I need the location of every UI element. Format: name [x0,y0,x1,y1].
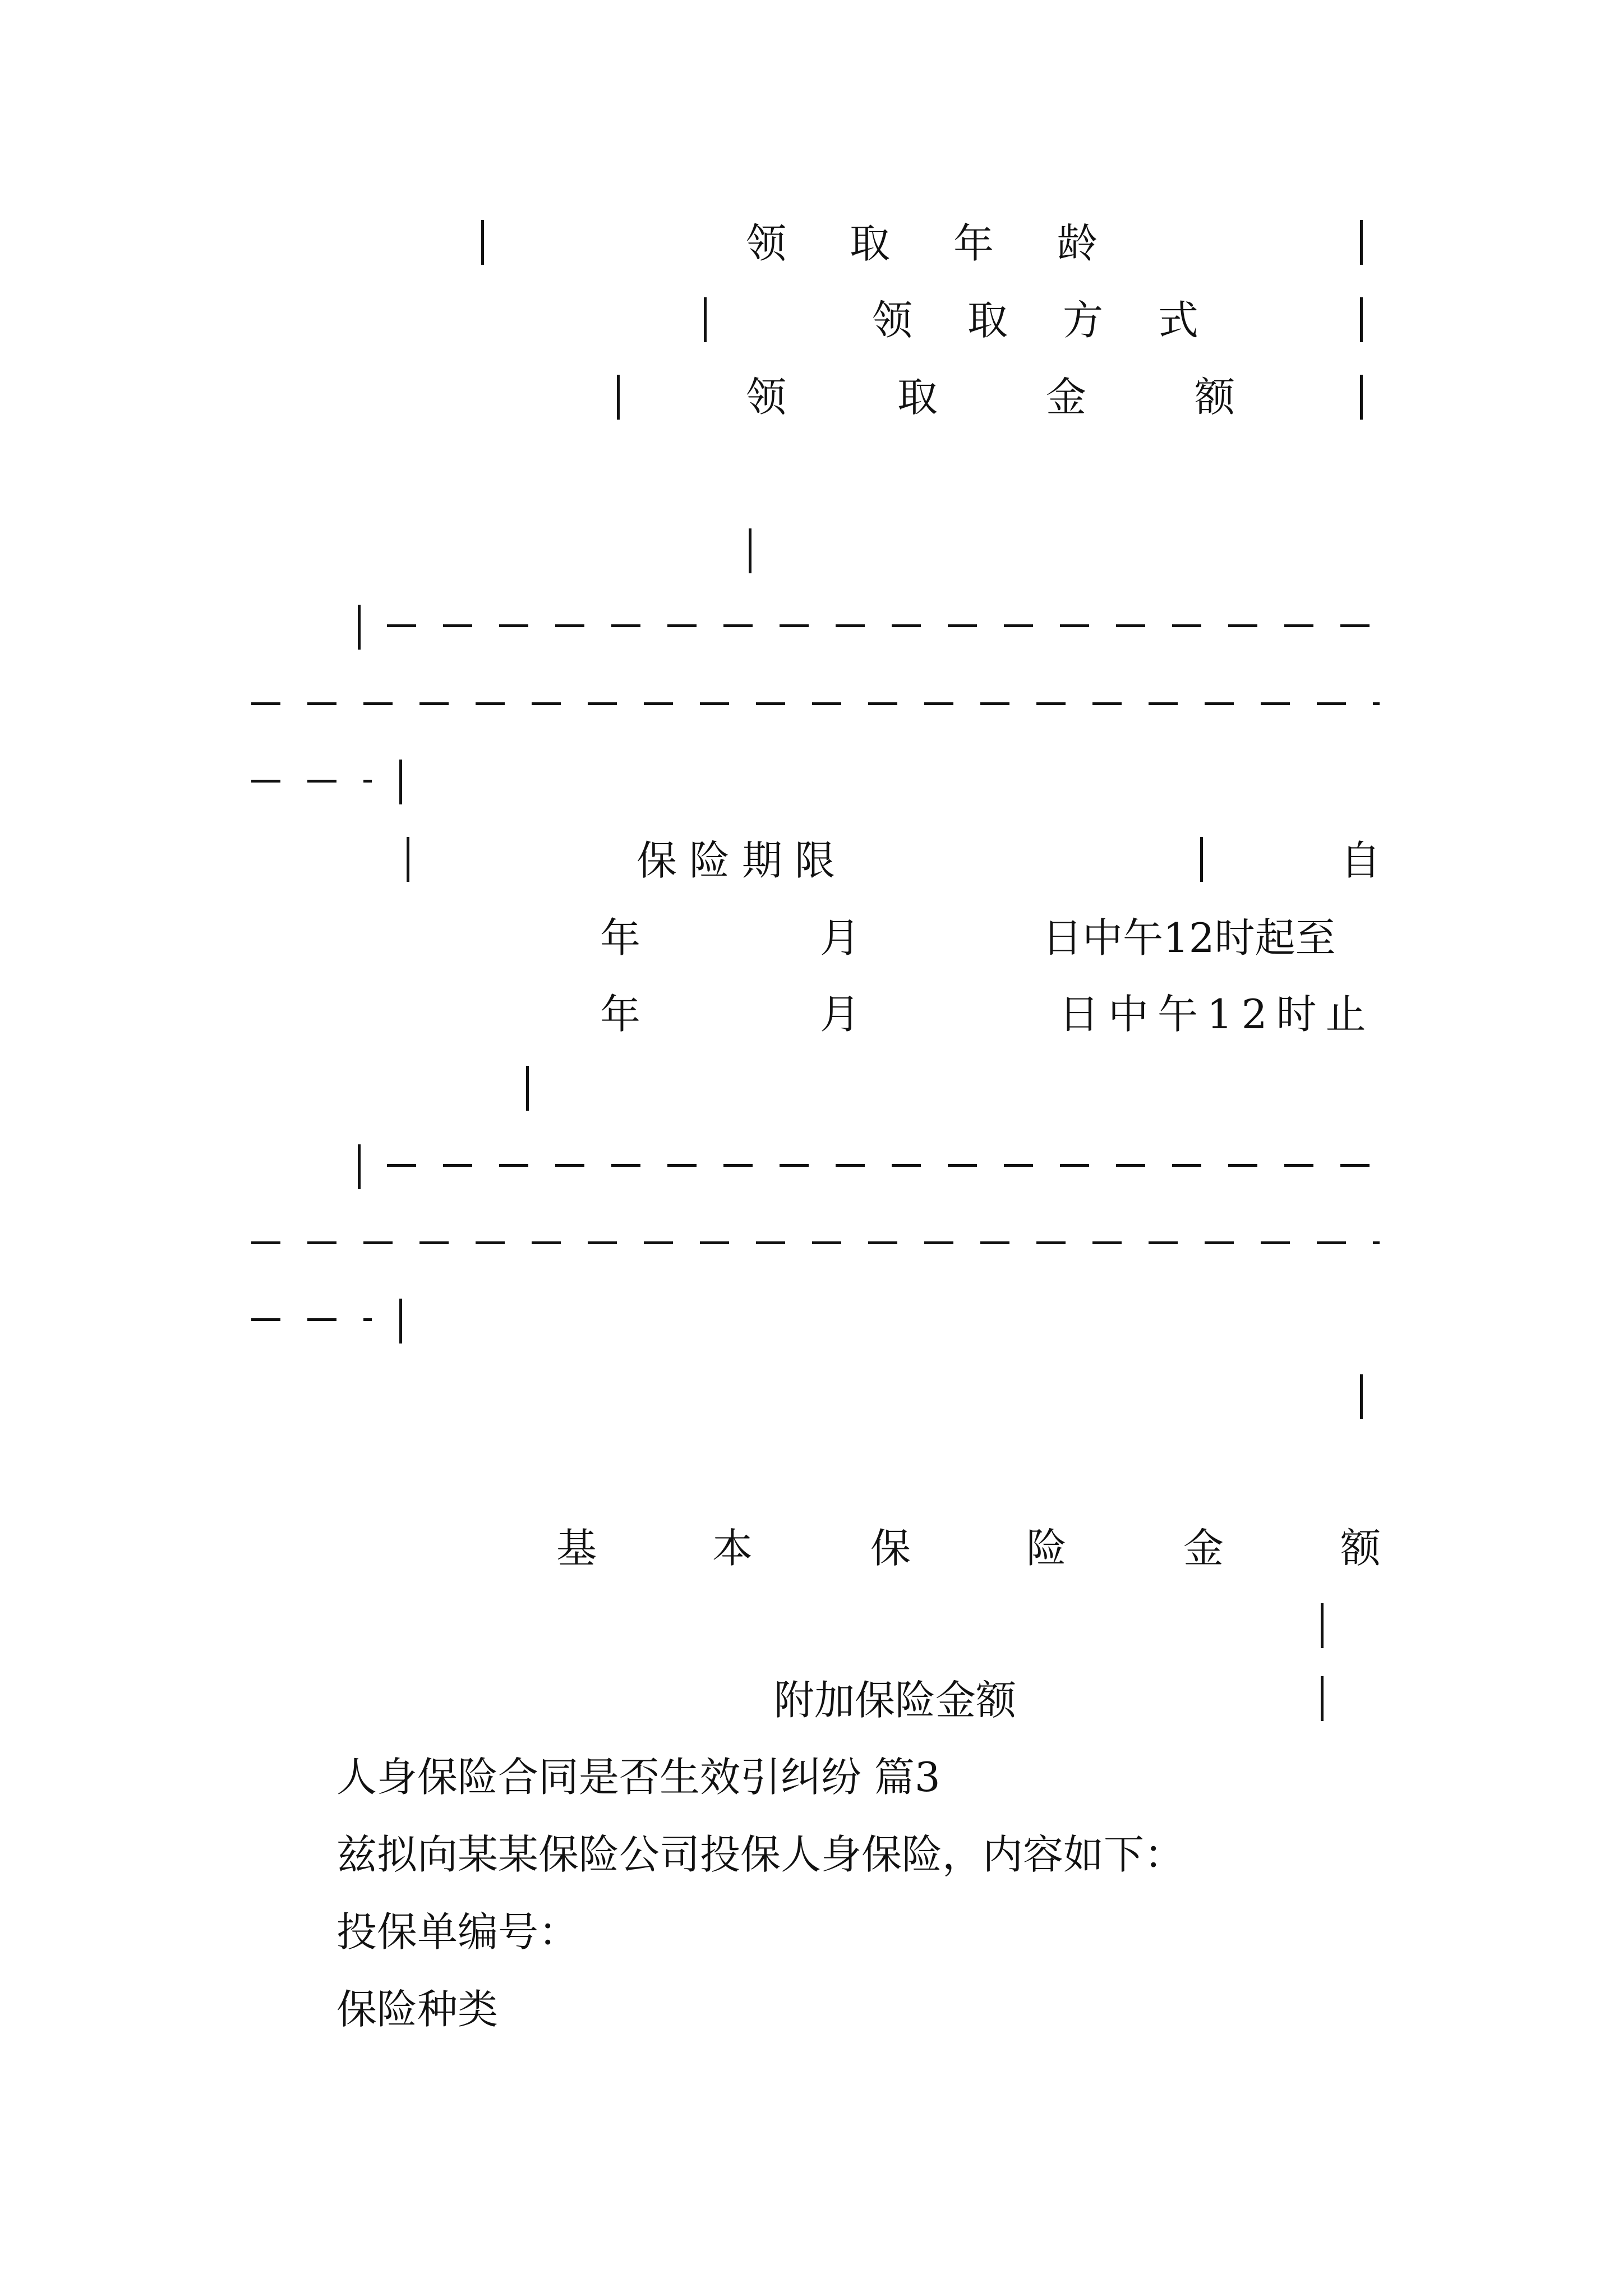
table-border [407,837,409,882]
table-border [358,605,361,650]
receive-amount-char: 取 [897,374,938,421]
table-divider [251,1318,372,1321]
basic-amount-char: 险 [1026,1525,1067,1572]
basic-amount-char: 保 [870,1525,911,1572]
table-border [399,1299,402,1343]
period-start-year: 年 [600,914,641,961]
table-border [1360,297,1363,342]
table-border [526,1066,529,1111]
period-start-month: 月 [820,914,861,961]
receive-method-char: 方 [1063,297,1104,344]
receive-age-char: 龄 [1057,220,1098,267]
period-label: 保险期限 [637,837,848,884]
basic-amount-char: 本 [712,1525,753,1572]
field-label: 投保单编号： [336,1908,579,1955]
table-border [1321,1676,1324,1721]
period-start-day: 日中午12时起至 [1042,914,1336,961]
receive-age-char: 领 [746,220,787,267]
period-end-year: 年 [600,991,641,1038]
receive-amount-char: 额 [1195,374,1235,421]
table-border [399,760,402,804]
table-border [1360,375,1363,420]
basic-amount-char: 额 [1340,1525,1381,1572]
table-border [1360,220,1363,265]
section-heading: 人身保险合同是否生效引纠纷 篇3 [336,1754,940,1801]
receive-method-char: 领 [872,297,913,344]
table-border [1200,837,1203,882]
table-border [481,220,484,265]
period-end-month: 月 [820,991,861,1038]
table-divider [251,780,372,783]
table-border [1321,1603,1324,1648]
table-border [617,375,620,420]
table-border [749,528,751,573]
receive-age-char: 取 [850,220,891,267]
receive-amount-char: 领 [746,374,787,421]
table-border [704,297,707,342]
field-label: 保险种类 [336,1986,499,2033]
receive-age-char: 年 [953,220,994,267]
table-border [1360,1374,1363,1419]
table-divider [387,1164,1380,1167]
table-divider [251,702,1380,705]
table-divider [387,624,1380,627]
receive-method-char: 取 [967,297,1008,344]
period-from: 自 [1340,837,1381,884]
paragraph: 兹拟向某某保险公司投保人身保险，内容如下： [336,1831,1185,1878]
period-end-day: 日中午12时止 [1059,991,1375,1038]
table-border [358,1144,361,1189]
receive-amount-char: 金 [1046,374,1087,421]
basic-amount-char: 基 [556,1525,597,1572]
table-divider [251,1241,1380,1244]
basic-amount-char: 金 [1183,1525,1224,1572]
additional-amount: 附加保险金额 [774,1677,1017,1724]
receive-method-char: 式 [1158,297,1199,344]
